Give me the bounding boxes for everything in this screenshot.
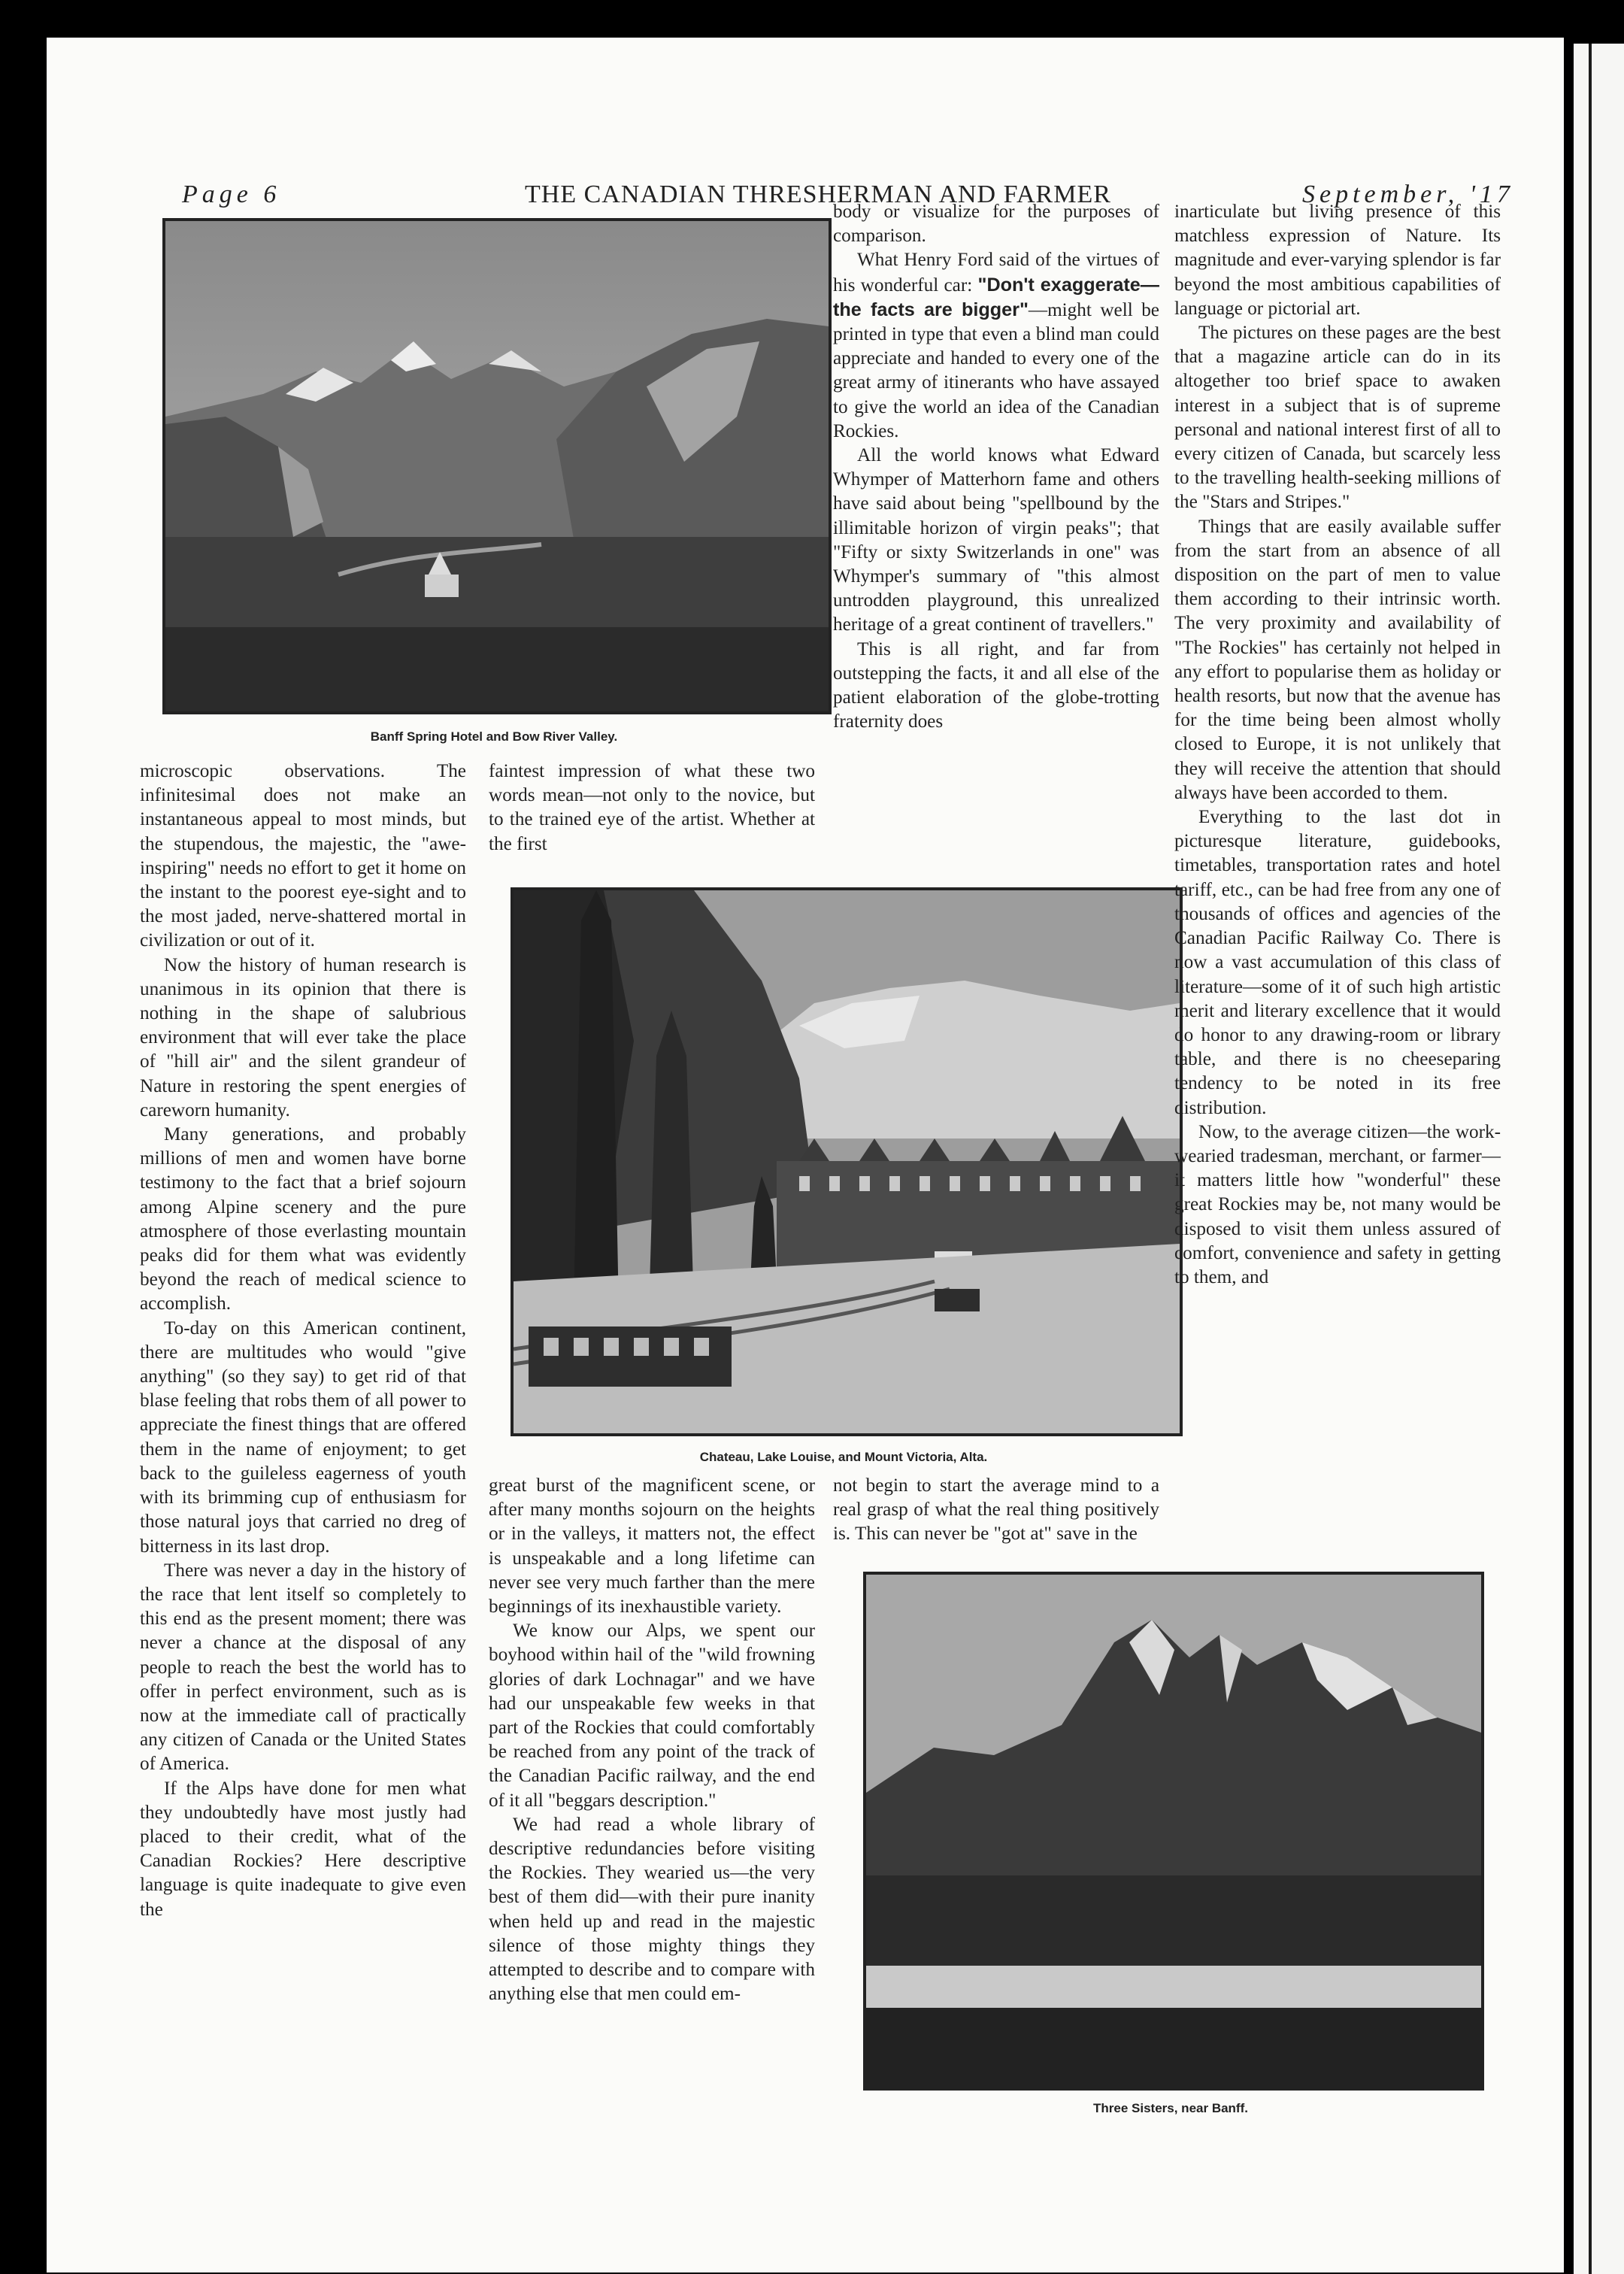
- paragraph: We know our Alps, we spent our boyhood within hail of the "wild frowning glories of dark Lochnagar" and we have had our unspeakable few weeks in that part of the Rockies that could comfortably be reached from any point of the track of the Canadian Pacific railway, and the end of it all "beggars description.": [489, 1621, 815, 1811]
- paragraph: The pictures on these pages are the best that a magazine article can do in its altogether too brief space to awaken interest in a subject that is of supreme personal and national interest first of all to every citizen of Canada, but scarcely less to the travelling health-seeking millions of the "Stars and Stripes.": [1174, 323, 1501, 513]
- column-1: [140, 760, 466, 1922]
- column-4: [1174, 200, 1501, 1290]
- column-3-bottom: [833, 1474, 1159, 1547]
- paragraph: body or visualize for the purposes of comparison.: [833, 202, 1159, 247]
- paragraph: not begin to start the average mind to a real grasp of what the real thing positively is. This can never be "got at" save in the: [833, 1475, 1159, 1545]
- column-rule: [1589, 44, 1592, 2274]
- adjacent-page-edge: [1574, 44, 1624, 2274]
- paragraph: If the Alps have done for men what they undoubtedly have most justly had placed to their credit, what of the Canadian Rockies? Here descriptive language is quite inadequate to give even the: [140, 1778, 466, 1920]
- paragraph: There was never a day in the history of the race that lent itself so completely to this end as the present moment; there was never a chance at the disposal of any people to reach the best the world has to offer in perfect environment, such as is now at the immediate call of practically any citizen of Canada or the United States of America.: [140, 1560, 466, 1775]
- paragraph: Things that are easily available suffer from the start from an absence of all disposition on the part of men to value them according to their intrinsic worth. The very proximity and availability of "The Rockies" has certainly not helped in any effort to popularise them as holiday or health resorts, but now that the avenue has for the time being been almost wholly closed to Europe, it is not unlikely that they will receive the attention that should always have been accorded to them.: [1174, 516, 1501, 803]
- column-2-bottom: [489, 1474, 815, 2006]
- issue-date: September, '17: [1302, 180, 1515, 208]
- page-number: Page 6: [182, 180, 281, 208]
- quote-tail: —might well be printed in type that even a blind man could appreciate and handed to every one of the great army of itinerants who have assayed to give the world an idea of the Canadian Rockies.: [833, 299, 1159, 441]
- quote-lead: What Henry Ford said of the virtues of his wonderful car:: [833, 250, 1159, 296]
- paragraph: faintest impression of what these two words mean—not only to the novice, but to the trained eye of the artist. Whether at the first: [489, 761, 815, 854]
- paragraph: Now, to the average citizen—the work-wearied tradesman, merchant, or farmer—it matters little how "wonderful" these great Rockies may be, not many would be disposed to visit them unless assured of comfort, convenience and safety in getting to them, and: [1174, 1121, 1501, 1287]
- chateau-photo: [511, 887, 1183, 1436]
- paragraph: All the world knows what Edward Whymper of Matterhorn fame and others have said about being "spellbound by the illimitable horizon of virgin peaks"; that "Fifty or sixty Switzerlands in one" was Whymper's summary of "this almost untrodden playground, this unrealized heritage of a great continent of travellers.": [833, 445, 1159, 635]
- three-sisters-caption: Three Sisters, near Banff.: [1093, 2101, 1248, 2115]
- paragraph: To-day on this American continent, there are multitudes who would "give anything" (so they say) to get rid of that blase feeling that robs them of all power to appreciate the finest things that are offered them in the name of enjoyment; to get back to the guileless eagerness of youth with its brimming cup of enthusiasm for those natural joys that carried no dreg of bitterness in its last drop.: [140, 1317, 466, 1557]
- paragraph: Now the history of human research is unanimous in its opinion that there is nothing in the shape of salubrious environment that will ever take the place of "hill air" and the silent grandeur of Nature in restoring the spent energies of careworn humanity.: [140, 954, 466, 1120]
- paragraph: Many generations, and probably millions of men and women have borne testimony to the fact that a brief sojourn among Alpine scenery and the pure atmosphere of those everlasting mountain peaks did for them what was evidently beyond the reach of medical science to accomplish.: [140, 1124, 466, 1314]
- publication-title: THE CANADIAN THRESHERMAN AND FARMER: [525, 180, 1111, 208]
- ford-quote: "Don't exaggerate—the facts are bigger": [833, 274, 1159, 320]
- paragraph: [833, 248, 1159, 444]
- banff-caption: Banff Spring Hotel and Bow River Valley.: [370, 729, 618, 744]
- banff-photo: [162, 218, 832, 714]
- column-3-top: [833, 200, 1159, 734]
- three-sisters-photo: [863, 1572, 1484, 2091]
- paragraph: Everything to the last dot in picturesque literature, guidebooks, timetables, transportation rates and hotel tariff, etc., can be had free from any one of thousands of offices and agencies of the Canadian Pacific Railway Co. There is now a vast accumulation of this class of literature—some of it of such high artistic merit and literary excellence that it would do honor to any drawing-room or library table, and there is no cheeseparing tendency to be noted in its free distribution.: [1174, 807, 1501, 1118]
- paragraph: We had read a whole library of descriptive redundancies before visiting the Rockies. They wearied us—the very best of them did—with their pure inanity when held up and read in the majestic silence of those mighty things they attempted to describe and to compare with anything else that men could em-: [489, 1814, 815, 2005]
- paragraph: great burst of the magnificent scene, or after many months sojourn on the heights or in the valleys, it matters not, the effect is unspeakable and a long lifetime can never see very much farther than the mere beginnings of its inexhaustible variety.: [489, 1475, 815, 1618]
- chateau-caption: Chateau, Lake Louise, and Mount Victoria, Alta.: [699, 1450, 988, 1464]
- paragraph: This is all right, and far from outstepping the facts, it and all else of the patient elaboration of the globe-trotting fraternity does: [833, 638, 1159, 732]
- paragraph: inarticulate but living presence of this matchless expression of Nature. Its magnitude and ever-varying splendor is far beyond the most ambitious capabilities of language or pictorial art.: [1174, 202, 1501, 319]
- column-2-top: [489, 760, 815, 857]
- paragraph: microscopic observations. The infinitesimal does not make an instantaneous appeal to most minds, but the stupendous, the majestic, the "awe-inspiring" needs no effort to get it home on the instant to the poorest eye-sight and to the most jaded, nerve-shattered mortal in civilization or out of it.: [140, 761, 466, 951]
- magazine-page: [47, 38, 1564, 2272]
